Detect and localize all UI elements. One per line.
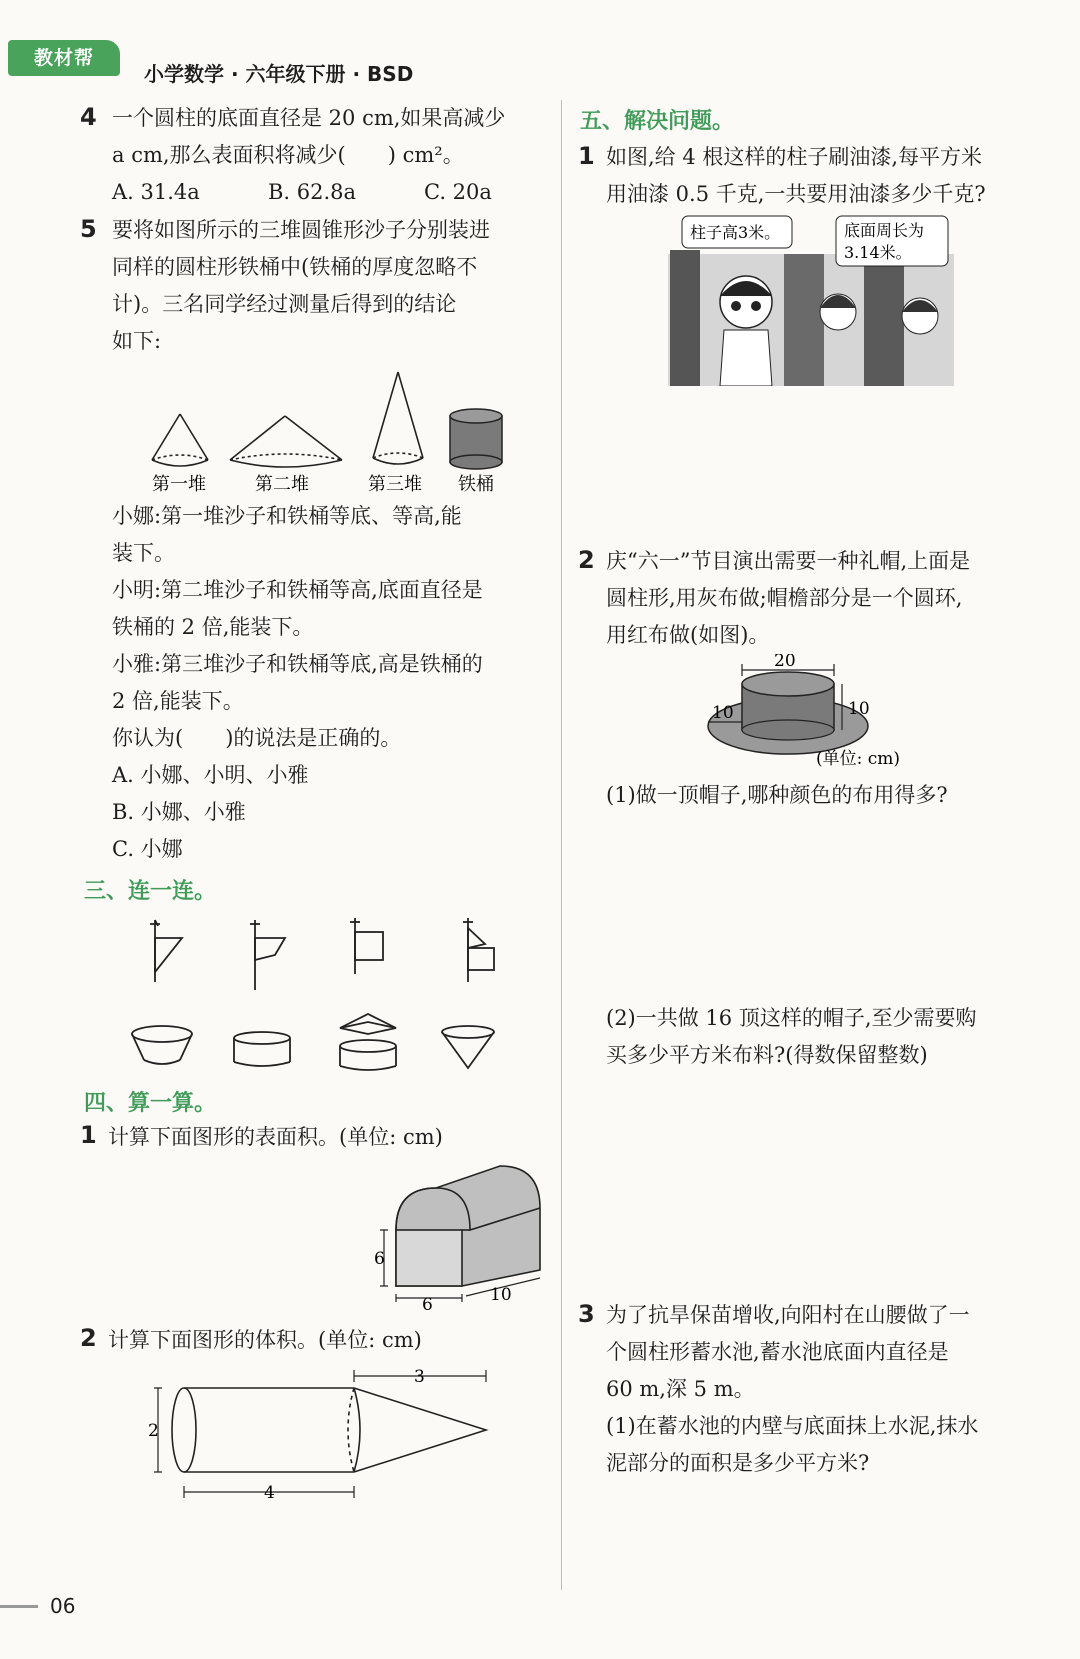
s5-q3-line-2: 个圆柱形蓄水池,蓄水池底面内直径是 xyxy=(606,1340,949,1364)
q4-line-2: a cm,那么表面积将减少( ) cm²。 xyxy=(112,143,464,167)
s5-q2-line-1: 庆“六一”节目演出需要一种礼帽,上面是 xyxy=(606,549,971,573)
pillar-illustration xyxy=(668,214,954,386)
dim-cone-height: 3 xyxy=(414,1367,425,1387)
bubble-height: 柱子高3米。 xyxy=(690,223,781,242)
s5-q3-sub1-line-1: (1)在蓄水池的内壁与底面抹上水泥,抹水 xyxy=(606,1414,979,1438)
q5-number: 5 xyxy=(80,215,97,243)
s5-q3-sub1-line-2: 泥部分的面积是多少平方米? xyxy=(606,1451,870,1475)
q5-statement-7: 你认为( )的说法是正确的。 xyxy=(112,726,402,750)
page-number-rule xyxy=(0,1605,38,1608)
hat-top-diameter: 20 xyxy=(774,654,796,671)
dim-width: 6 xyxy=(422,1295,433,1310)
page-number: 06 xyxy=(50,1594,76,1618)
cylinder-cone-figure xyxy=(140,1360,500,1510)
bubble-circumference-1: 底面周长为 xyxy=(844,221,925,240)
q5-statement-5: 小雅:第三堆沙子和铁桶等底,高是铁桶的 xyxy=(112,652,483,676)
book-title: 小学数学 · 六年级下册 · BSD xyxy=(144,62,414,86)
q5-option-b: B. 小娜、小雅 xyxy=(112,800,246,824)
s5-q2-line-3: 用红布做(如图)。 xyxy=(606,623,770,647)
pile-2-label: 第二堆 xyxy=(255,474,309,495)
s4-q1-text: 计算下面图形的表面积。(单位: cm) xyxy=(108,1125,443,1149)
bubble-circumference-2: 3.14米。 xyxy=(844,243,912,262)
dim-length: 10 xyxy=(490,1285,512,1305)
q5-line-3: 计)。三名同学经过测量后得到的结论 xyxy=(112,292,457,316)
q5-line-2: 同样的圆柱形铁桶中(铁桶的厚度忽略不 xyxy=(112,255,478,279)
q4-option-b: B. 62.8a xyxy=(268,180,357,204)
q5-statement-3: 小明:第二堆沙子和铁桶等高,底面直径是 xyxy=(112,578,483,602)
q4-line-1: 一个圆柱的底面直径是 20 cm,如果高减少 xyxy=(112,106,506,130)
dim-height: 6 xyxy=(374,1249,385,1269)
hat-height: 10 xyxy=(848,699,870,719)
q4-option-c: C. 20a xyxy=(424,180,492,204)
s5-q3-line-3: 60 m,深 5 m。 xyxy=(606,1377,755,1401)
column-divider xyxy=(561,100,562,1590)
dim-cyl-length: 4 xyxy=(264,1483,275,1503)
s5-q2-sub1: (1)做一顶帽子,哪种颜色的布用得多? xyxy=(606,783,948,807)
dim-diameter: 2 xyxy=(148,1421,159,1441)
s5-q1-line-1: 如图,给 4 根这样的柱子刷油漆,每平方米 xyxy=(606,145,983,169)
s4-q2-text: 计算下面图形的体积。(单位: cm) xyxy=(108,1328,422,1352)
pile-1-label: 第一堆 xyxy=(152,474,206,495)
hat-brim-width: 10 xyxy=(712,703,734,723)
s4-q2-number: 2 xyxy=(80,1324,97,1352)
half-cylinder-box-figure xyxy=(370,1160,550,1310)
s5-q2-sub2-line-1: (2)一共做 16 顶这样的帽子,至少需要购 xyxy=(606,1006,977,1030)
q5-statement-6: 2 倍,能装下。 xyxy=(112,689,244,713)
pile-3-label: 第三堆 xyxy=(368,474,422,495)
s5-q3-line-1: 为了抗旱保苗增收,向阳村在山腰做了一 xyxy=(606,1303,970,1327)
brand-badge: 教材帮 xyxy=(8,40,120,76)
q4-number: 4 xyxy=(80,103,97,131)
section-3-title: 三、连一连。 xyxy=(84,879,217,904)
s5-q3-number: 3 xyxy=(578,1300,595,1328)
s5-q1-line-2: 用油漆 0.5 千克,一共要用油漆多少千克? xyxy=(606,182,986,206)
q5-statement-4: 铁桶的 2 倍,能装下。 xyxy=(112,615,314,639)
hat-unit: (单位: cm) xyxy=(816,749,901,769)
q5-statement-2: 装下。 xyxy=(112,541,175,565)
q5-line-1: 要将如图所示的三堆圆锥形沙子分别装进 xyxy=(112,218,490,242)
section-5-title: 五、解决问题。 xyxy=(580,109,735,134)
sand-piles-figure xyxy=(130,360,550,500)
s5-q1-number: 1 xyxy=(578,142,595,170)
s5-q2-line-2: 圆柱形,用灰布做;帽檐部分是一个圆环, xyxy=(606,586,963,610)
s4-q1-number: 1 xyxy=(80,1121,97,1149)
section-4-title: 四、算一算。 xyxy=(84,1091,217,1116)
match-figure xyxy=(120,910,520,1080)
s5-q2-number: 2 xyxy=(578,546,595,574)
q5-option-c: C. 小娜 xyxy=(112,837,183,861)
bucket-label: 铁桶 xyxy=(458,474,494,495)
q4-option-a: A. 31.4a xyxy=(112,180,200,204)
s5-q2-sub2-line-2: 买多少平方米布料?(得数保留整数) xyxy=(606,1043,928,1067)
q5-option-a: A. 小娜、小明、小雅 xyxy=(112,763,309,787)
hat-figure xyxy=(700,654,950,772)
q5-statement-1: 小娜:第一堆沙子和铁桶等底、等高,能 xyxy=(112,504,462,528)
q5-line-4: 如下: xyxy=(112,329,162,353)
